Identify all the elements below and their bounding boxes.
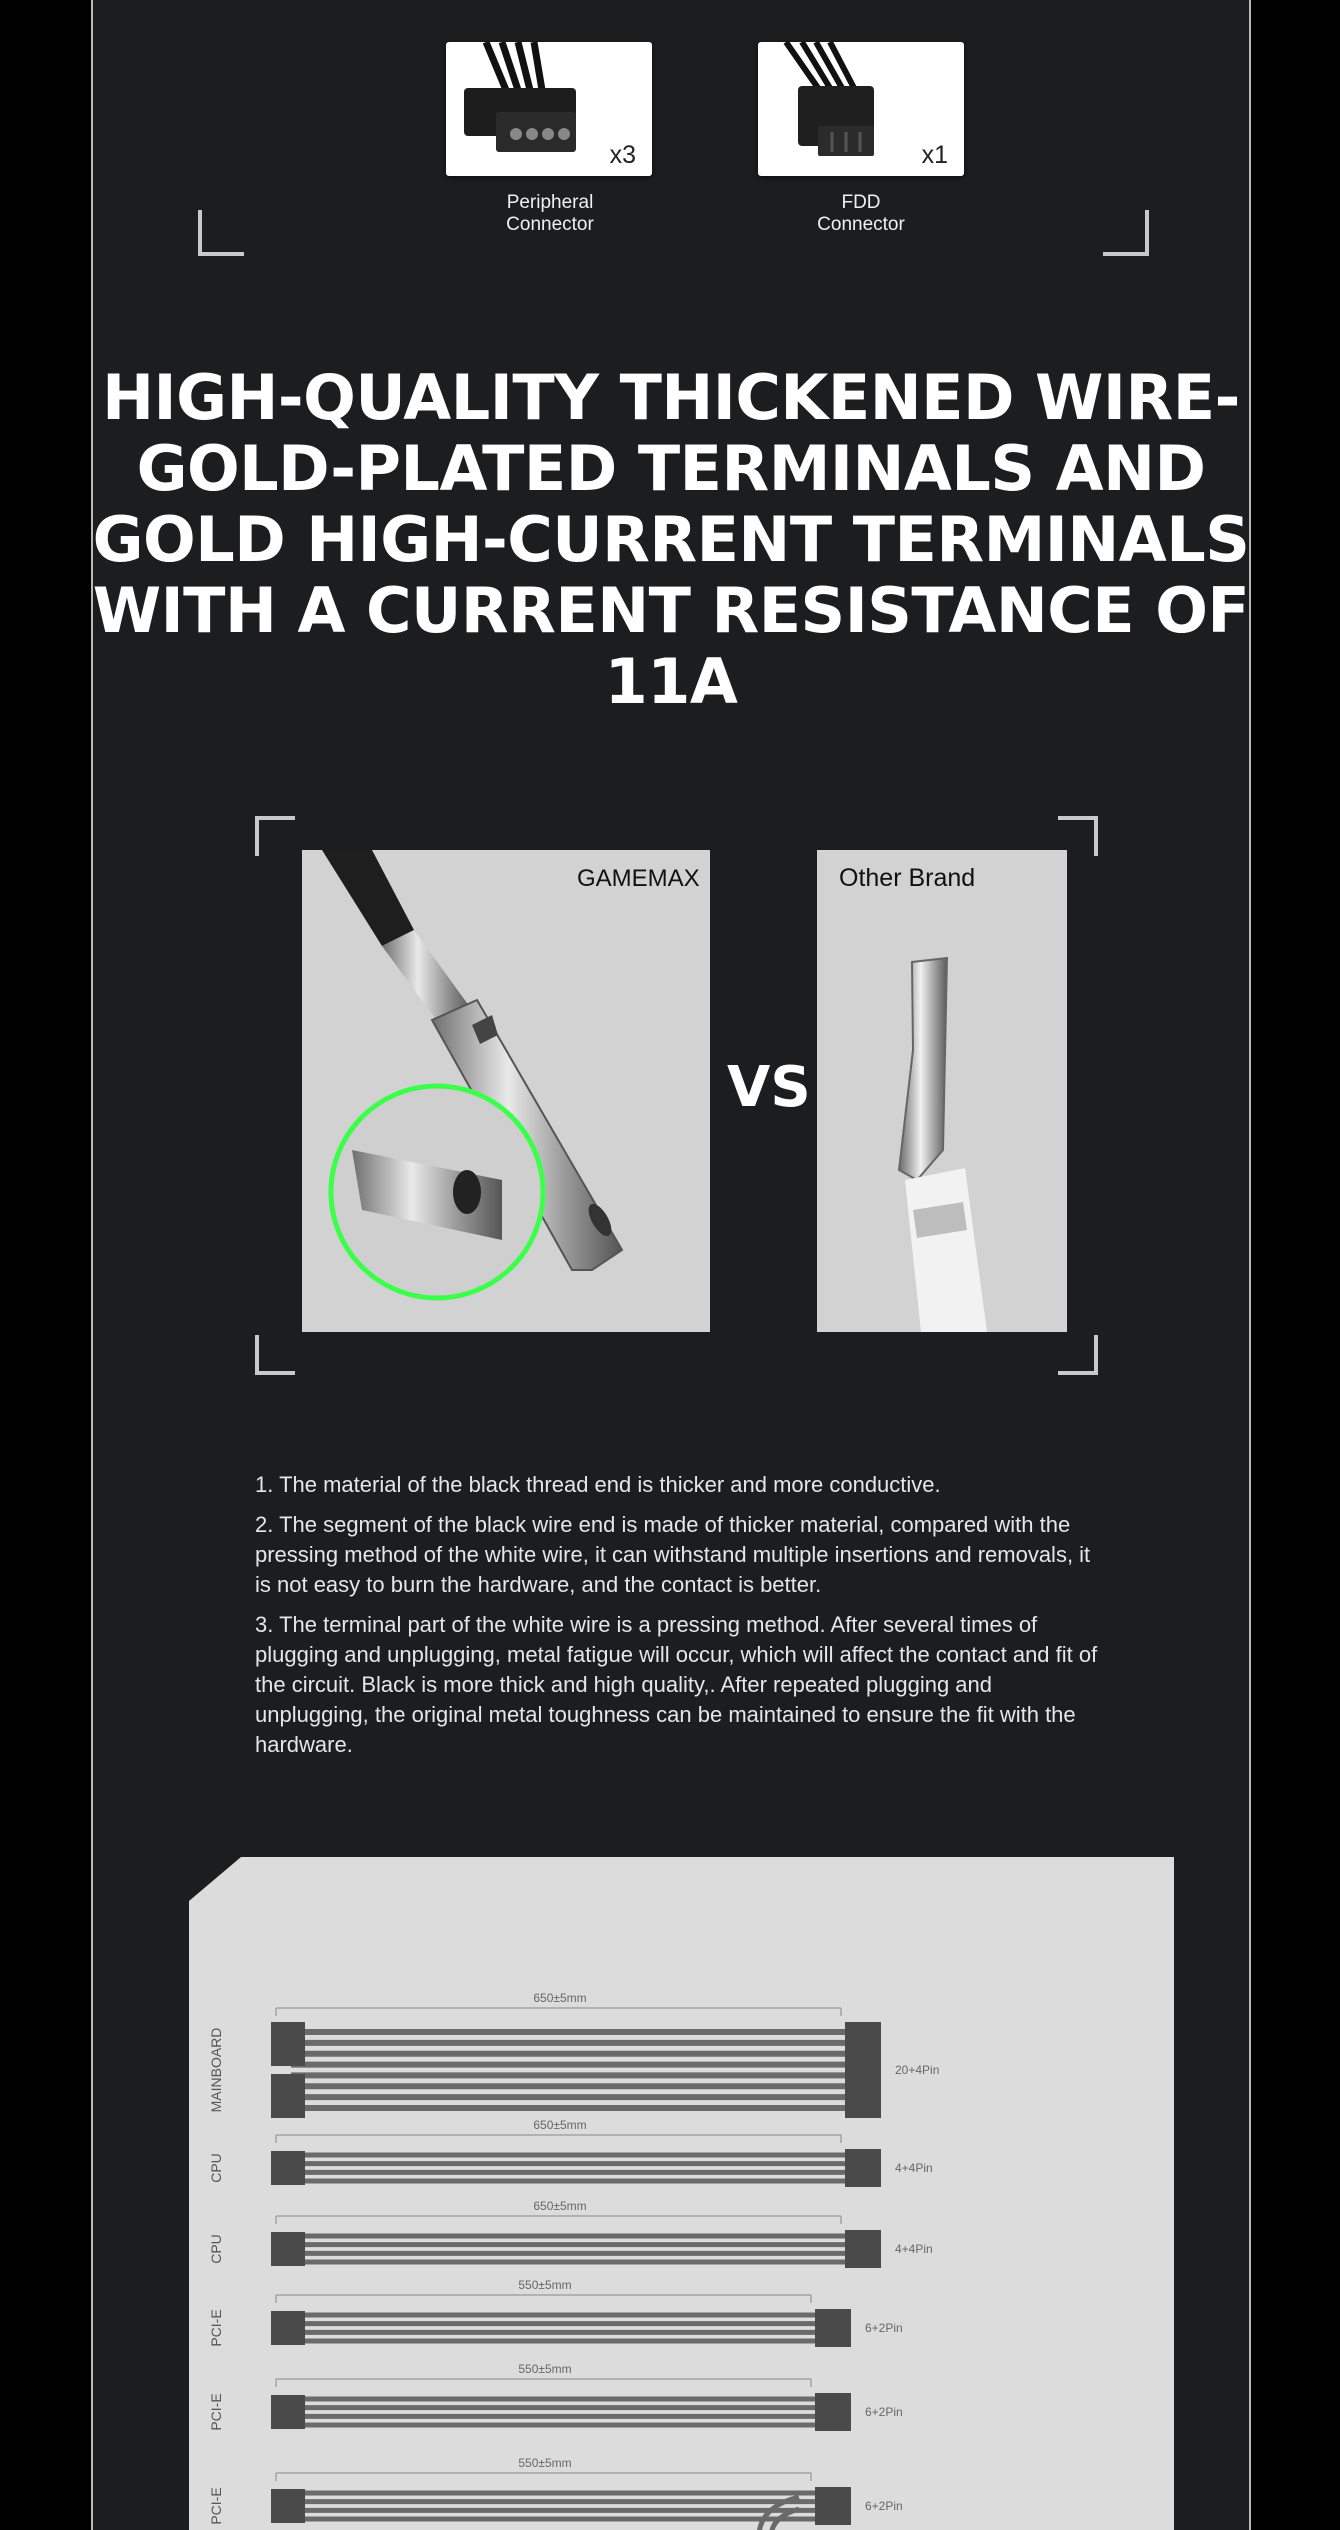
- note-item: 1. The material of the black thread end is thicker and more conductive.: [255, 1472, 941, 1497]
- pin-count-label: 20+4Pin: [895, 2063, 940, 2077]
- frame-corner: [198, 210, 244, 256]
- connector-block: [845, 2022, 881, 2118]
- peripheral-connector-count: x3: [609, 141, 636, 169]
- cable-diagram-svg: [189, 1857, 1174, 2530]
- connector-block: [271, 2311, 305, 2345]
- connector-block: [815, 2393, 851, 2431]
- pin-count-label: 4+4Pin: [895, 2242, 933, 2256]
- connector-block: [815, 2487, 851, 2525]
- fdd-connector-card: [758, 42, 964, 176]
- terminal-image: [302, 850, 710, 1332]
- other-brand-label: Other Brand: [839, 864, 976, 892]
- connector-block: [845, 2230, 881, 2268]
- peripheral-connector-card: [446, 42, 652, 176]
- gamemax-terminal-photo: [302, 850, 710, 1332]
- cable-length-label: 550±5mm: [518, 2362, 572, 2376]
- pin-count-label: 6+2Pin: [865, 2499, 903, 2513]
- frame-corner: [1058, 1335, 1098, 1375]
- fdd-connector-count: x1: [921, 141, 948, 169]
- note-item: 2. The segment of the black wire end is made of thicker material, compared with the pressing method of the white wire, it can withstand multiple insertions and removals, it is not easy to burn the hardware, and the contact is better.: [255, 1512, 1091, 1597]
- fdd-connector-label: FDD Connector: [817, 192, 905, 235]
- cable-name-label: CPU: [208, 2153, 224, 2183]
- connector-block: [271, 2489, 305, 2523]
- cable-length-label: 550±5mm: [518, 2278, 572, 2292]
- frame-corner: [255, 1335, 295, 1375]
- gamemax-label: GAMEMAX: [577, 865, 700, 892]
- connector-block: [271, 2232, 305, 2266]
- pin-count-label: 6+2Pin: [865, 2405, 903, 2419]
- cable-length-label: 550±5mm: [518, 2456, 572, 2470]
- connector-block: [271, 2151, 305, 2185]
- cable-name-label: PCI-E: [208, 2487, 224, 2525]
- vs-label: VS: [727, 1055, 811, 1120]
- comparison-notes: [255, 1470, 1105, 1770]
- page-title: HIGH-QUALITY THICKENED WIRE-GOLD-PLATED TERMINALS AND GOLD HIGH-CURRENT TERMINALS WITH A CURRENT RESISTANCE OF 11A: [92, 361, 1250, 718]
- connector-block: [271, 2022, 305, 2066]
- frame-corner: [255, 816, 295, 856]
- cable-length-label: 650±5mm: [533, 1991, 587, 2005]
- cable-name-label: MAINBOARD: [208, 2027, 224, 2113]
- cable-length-label: 650±5mm: [533, 2118, 587, 2132]
- pin-count-label: 6+2Pin: [865, 2321, 903, 2335]
- other-brand-terminal-photo: [817, 850, 1067, 1332]
- cable-name-label: PCI-E: [208, 2393, 224, 2431]
- connector-block: [815, 2309, 851, 2347]
- cable-length-diagram: [189, 1857, 1174, 2530]
- connector-block: [845, 2149, 881, 2187]
- peripheral-connector-label: Peripheral Connector: [506, 192, 594, 235]
- connector-block: [271, 2074, 305, 2118]
- cable-name-label: CPU: [208, 2234, 224, 2264]
- note-item: 3. The terminal part of the white wire is a pressing method. After several times of plugging and unplugging, metal fatigue will occur, which will affect the contact and fit of the circuit. Black is more thick and high quality,. After repeated plugging and unplugging, the original metal toughness can be maintained to ensure the fit with the hardware.: [255, 1612, 1098, 1757]
- pin-count-label: 4+4Pin: [895, 2161, 933, 2175]
- terminal-image: [817, 850, 1067, 1332]
- cable-name-label: PCI-E: [208, 2309, 224, 2347]
- frame-corner: [1103, 210, 1149, 256]
- cable-length-label: 650±5mm: [533, 2199, 587, 2213]
- connector-block: [271, 2395, 305, 2429]
